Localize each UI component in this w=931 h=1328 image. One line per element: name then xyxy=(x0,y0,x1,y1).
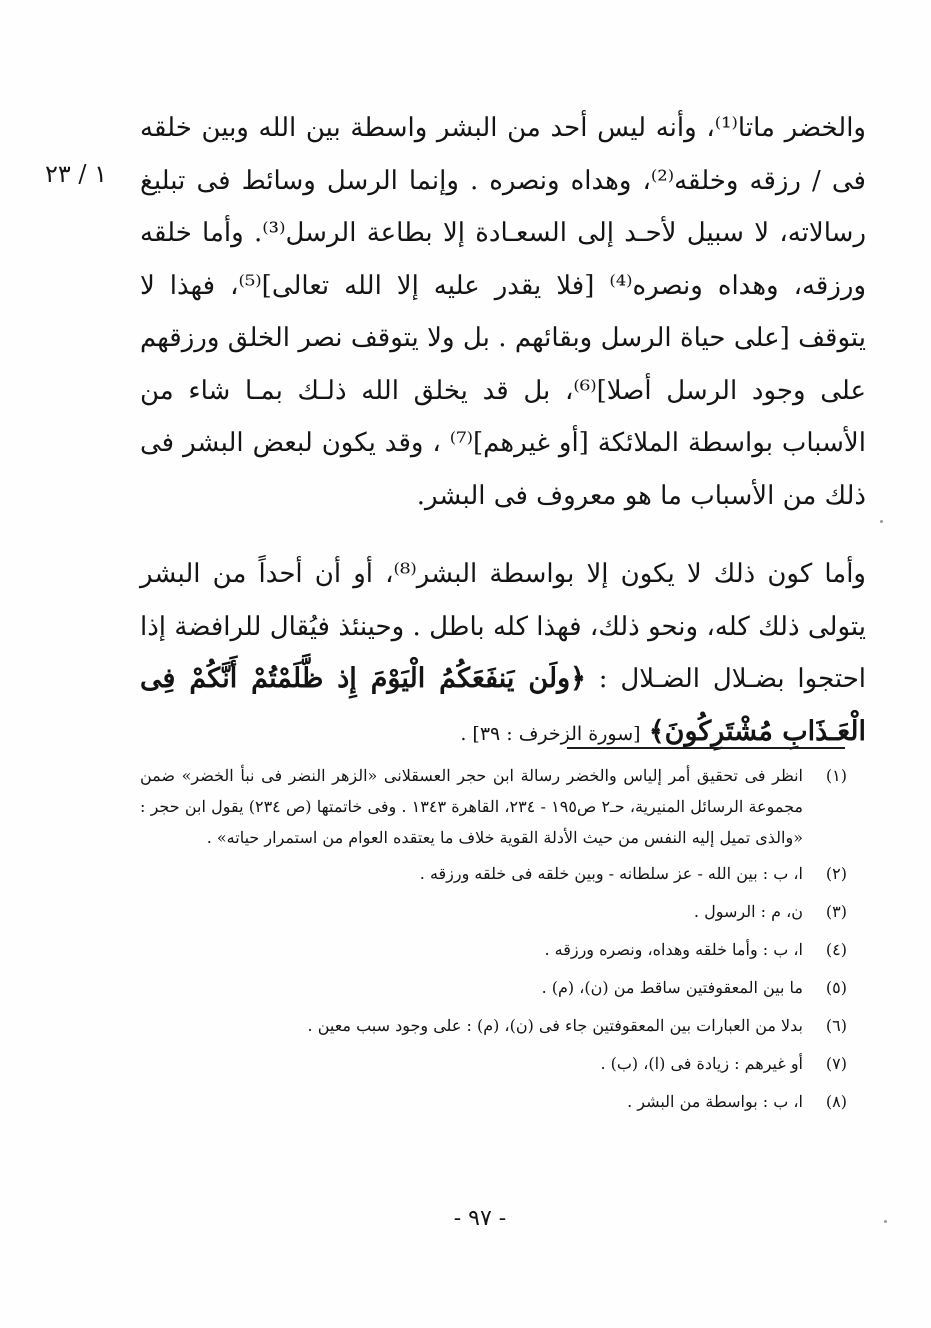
footnote-3 xyxy=(140,896,847,927)
scan-speck xyxy=(884,1220,887,1223)
footnote-text: بدلا من العبارات بين المعقوفتين جاء فى (ن)، (م) : على وجود سبب معين . xyxy=(307,1016,803,1035)
footnote-4 xyxy=(140,934,847,965)
footnote-text: أو غيرهم : زيادة فى (ا)، (ب) . xyxy=(600,1054,803,1073)
footnote-number: (١) xyxy=(825,766,847,785)
footnote-number: (٤) xyxy=(825,940,847,959)
footnote-text: ا، ب : بواسطة من البشر . xyxy=(627,1092,803,1111)
footnote-7 xyxy=(140,1048,847,1079)
footnote-2 xyxy=(140,858,847,889)
footnote-number: (٧) xyxy=(825,1054,847,1073)
footnote-6 xyxy=(140,1010,847,1041)
footnote-text: ا، ب : بين الله - عز سلطانه - وبين خلقه فى خلقه ورزقه . xyxy=(419,864,803,883)
paragraph-1: والخضر ماتا⁽¹⁾، وأنه ليس أحد من البشر واسطة بين الله وبين خلقه فى / رزقه وخلقه⁽²⁾، وهداه ونصره . وإنما الرسل وسائط فى تبليغ رسالاته، لا سبيل لأحـد إلى السعـادة إلا بطاعة الرسل⁽³⁾. وأما خلقه ورزقه، وهداه ونصره⁽⁴⁾ [فلا يقدر عليه إلا الله تعالى]⁽⁵⁾، فهذا لا يتوقف [على حياة الرسل وبقائهم . بل ولا يتوقف نصر الخلق ورزقهم على وجود الرسل أصلا]⁽⁶⁾، بل قد يخلق الله ذلـك بمـا شاء من الأسباب بواسطة الملائكة [أو غيرهم]⁽⁷⁾ ، وقد يكون لبعض البشر فى ذلك من الأسباب ما هو معروف فى البشر. xyxy=(140,113,866,511)
footnote-8 xyxy=(140,1086,847,1117)
scan-speck xyxy=(880,520,883,523)
footnote-5 xyxy=(140,972,847,1003)
footnote-number: (٢) xyxy=(825,864,847,883)
paragraph-2 xyxy=(140,548,866,760)
footnote-number: (٨) xyxy=(825,1092,847,1111)
quran-verse: ﴿ولَن يَنفَعَكُمُ الْيَوْمَ إِذ ظَّلَمْتُمْ أَنَّكُمْ فِى الْعَـذَابِ مُشْتَرِكُونَ﴾ xyxy=(140,663,866,747)
footnote-number: (٣) xyxy=(825,902,847,921)
footnote-divider xyxy=(567,747,845,749)
page-number: - ٩٧ - xyxy=(453,1206,507,1231)
quran-reference: [سورة الزخرف : ٣٩] . xyxy=(460,722,641,745)
footnote-text: انظر فى تحقيق أمر إلياس والخضر رسالة ابن حجر العسقلانى «الزهر النضر فى نبأ الخضر» ضمن مجموعة الرسائل المنيرية، حـ٢ ص١٩٥ - ٢٣٤، القاهرة ١٣٤٣ . وفى خاتمتها (ص ٢٣٤) يقول ابن حجر : «والذى تميل إليه النفس من حيث الأدلة القوية خلاف ما يعتقده العوام من استمرار حياته» . xyxy=(140,766,804,847)
main-text xyxy=(140,102,866,760)
paragraph-2-text: وأما كون ذلك لا يكون إلا بواسطة البشر⁽⁸⁾، أو أن أحداً من البشر يتولى ذلك كله، ونحو ذلك، فهذا كله باطل . وحينئذ فيُقال للرافضة إذا احتجوا بضـلال الضـلال : xyxy=(140,559,867,694)
margin-page-reference: ١ / ٢٣ xyxy=(45,160,108,188)
footnote-1 xyxy=(140,760,847,853)
footnote-number: (٥) xyxy=(825,978,847,997)
footnote-text: ما بين المعقوفتين ساقط من (ن)، (م) . xyxy=(541,978,803,997)
footnote-text: ا، ب : وأما خلقه وهداه، ونصره ورزقه . xyxy=(544,940,803,959)
footnote-text: ن، م : الرسول . xyxy=(693,902,803,921)
footnotes xyxy=(140,760,847,1124)
footnote-number: (٦) xyxy=(825,1016,847,1035)
